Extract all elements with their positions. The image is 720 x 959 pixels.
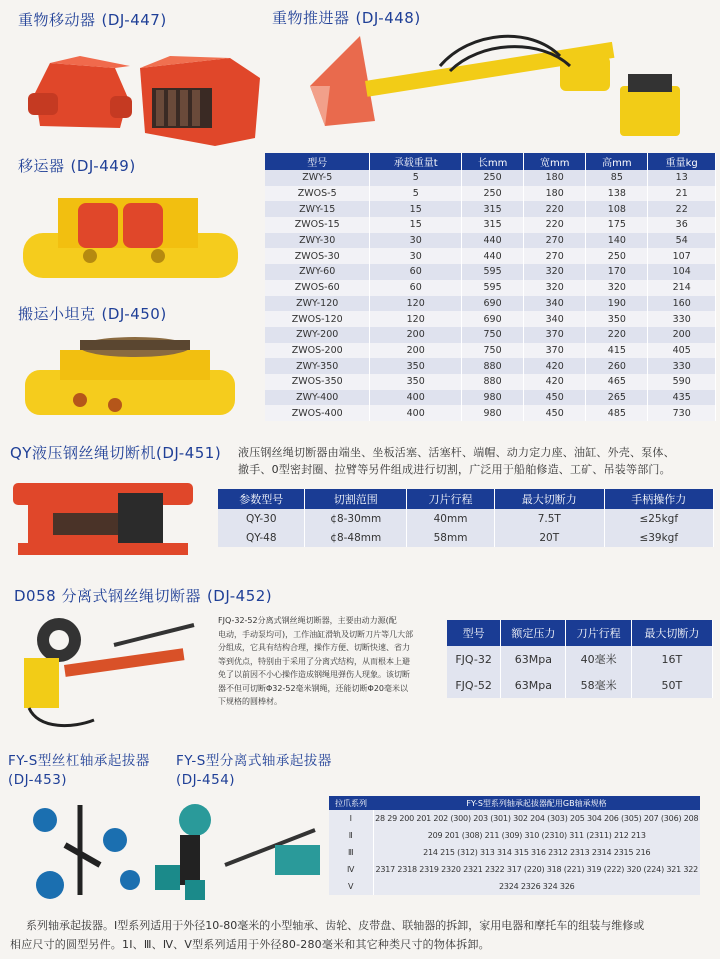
spec-table-row xyxy=(265,405,716,421)
title-dj448-model: (DJ-448) xyxy=(355,9,421,27)
spec-table-cell: 214 xyxy=(648,280,716,296)
spec-col-height: 高mm xyxy=(586,153,648,170)
spec-table-cell: 54 xyxy=(648,233,716,249)
title-dj451-name: QY液压钢丝绳切断机 xyxy=(10,444,156,462)
spec-table-cell: ZWY-350 xyxy=(265,358,370,374)
cutter-table-cell: ≤39kgf xyxy=(604,528,714,547)
sep-col-stroke: 刀片行程 xyxy=(566,620,631,646)
cutter-table-cell: 7.5T xyxy=(495,509,604,528)
dj452-description xyxy=(218,614,444,709)
bearing-puller-table xyxy=(329,796,700,895)
spec-table-cell: ZWY-30 xyxy=(265,233,370,249)
spec-table-cell: 270 xyxy=(524,233,586,249)
title-dj447-name: 重物移动器 xyxy=(18,11,96,29)
dj452-desc-line: 电动，手动泵均可)，工作油缸滑轨及切断刀片等几大部 xyxy=(218,629,414,639)
spec-table-row xyxy=(265,186,716,202)
title-dj450-name: 搬运小坦克 xyxy=(18,305,96,323)
spec-table-cell: 420 xyxy=(524,358,586,374)
spec-table-cell: ZWOS-200 xyxy=(265,343,370,359)
puller-table-row xyxy=(329,878,700,895)
title-dj449-name: 移运器 xyxy=(18,157,65,175)
spec-table-cell: 440 xyxy=(462,248,524,264)
sep-table-cell: 40毫米 xyxy=(566,646,631,672)
spec-table-cell: 21 xyxy=(648,186,716,202)
spec-table-cell: 690 xyxy=(462,311,524,327)
title-dj448-name: 重物推进器 xyxy=(272,9,350,27)
spec-table-cell: ZWY-400 xyxy=(265,390,370,406)
title-dj449 xyxy=(18,155,136,176)
puller-codes-cell: 214 215 (312) 313 314 315 316 2312 2313 2314 2315 216 xyxy=(373,844,700,861)
spec-table-cell: ZWY-120 xyxy=(265,296,370,312)
spec-table-cell: 730 xyxy=(648,405,716,421)
cutter-table-cell: 40mm xyxy=(407,509,495,528)
title-dj447-model: (DJ-447) xyxy=(101,11,167,29)
spec-table-cell: 370 xyxy=(524,343,586,359)
puller-series-cell: Ⅴ xyxy=(329,878,373,895)
spec-table-cell: 13 xyxy=(648,170,716,186)
dj451-desc-line2: 撤手、0型密封圈、拉臂等另件组成进行切割，广泛用于船舶修造、工矿、吊装等部门。 xyxy=(238,463,671,476)
spec-table-cell: 200 xyxy=(648,327,716,343)
spec-table-cell: 60 xyxy=(370,280,462,296)
spec-table-cell: 440 xyxy=(462,233,524,249)
spec-table-cell: 60 xyxy=(370,264,462,280)
spec-table-cell: 85 xyxy=(586,170,648,186)
spec-table-cell: 405 xyxy=(648,343,716,359)
spec-table-cell: 690 xyxy=(462,296,524,312)
sep-table-cell: FJQ-52 xyxy=(447,672,501,698)
spec-table-cell: 400 xyxy=(370,390,462,406)
spec-table-cell: 315 xyxy=(462,201,524,217)
spec-table-cell: 750 xyxy=(462,327,524,343)
spec-table-cell: 370 xyxy=(524,327,586,343)
cutter-table-row xyxy=(218,528,714,547)
spec-table-cell: 200 xyxy=(370,327,462,343)
cutter-col-model: 参数型号 xyxy=(218,489,305,509)
title-dj452 xyxy=(14,585,272,606)
spec-table-cell: 265 xyxy=(586,390,648,406)
spec-table-cell: 170 xyxy=(586,264,648,280)
sep-table-cell: 50T xyxy=(631,672,712,698)
puller-table-row xyxy=(329,827,700,844)
spec-table-cell: 320 xyxy=(586,280,648,296)
spec-table-cell: 465 xyxy=(586,374,648,390)
spec-table-row xyxy=(265,311,716,327)
puller-col-codes: FY-S型系列轴承起拔器配用GB轴承规格 xyxy=(373,796,700,810)
title-dj453 xyxy=(8,752,150,790)
spec-table-cell: 30 xyxy=(370,248,462,264)
fjq-cutter-table xyxy=(447,620,713,698)
spec-table-cell: 5 xyxy=(370,186,462,202)
spec-table-row xyxy=(265,201,716,217)
spec-table-cell: 120 xyxy=(370,311,462,327)
spec-table-cell: 260 xyxy=(586,358,648,374)
spec-table-cell: 138 xyxy=(586,186,648,202)
spec-table-cell: 980 xyxy=(462,405,524,421)
spec-col-capacity: 承载重量t xyxy=(370,153,462,170)
spec-table-cell: 980 xyxy=(462,390,524,406)
tank-dj450-photo xyxy=(20,325,245,430)
spec-table-cell: 220 xyxy=(524,217,586,233)
spec-table-cell: 340 xyxy=(524,311,586,327)
dj451-desc-line1: 液压钢丝绳切断器由端坐、坐板活塞、活塞杆、端帽、动力定力座、油缸、外壳、泵体、 xyxy=(238,446,675,459)
spec-table-cell: 400 xyxy=(370,405,462,421)
qy-cutter-photo xyxy=(8,478,203,568)
spec-table-cell: ZWOS-30 xyxy=(265,248,370,264)
sep-table-header xyxy=(447,620,713,646)
spec-col-model: 型号 xyxy=(265,153,370,170)
spec-table-cell: 5 xyxy=(370,170,462,186)
mover-large xyxy=(140,56,260,146)
spec-table-cell: 450 xyxy=(524,405,586,421)
spec-table-cell: 175 xyxy=(586,217,648,233)
dj452-desc-line: 器不但可切断Φ32-52毫米钢绳，还能切断Φ20毫米以 xyxy=(218,683,409,693)
spec-table-cell: 485 xyxy=(586,405,648,421)
sep-table-cell: 58毫米 xyxy=(566,672,631,698)
spec-table-cell: 340 xyxy=(524,296,586,312)
spec-table-row xyxy=(265,280,716,296)
spec-table-cell: 315 xyxy=(462,217,524,233)
spec-table-cell: 320 xyxy=(524,264,586,280)
heavy-pusher-photo xyxy=(300,26,710,151)
spec-table-cell: 595 xyxy=(462,280,524,296)
spec-table-cell: 120 xyxy=(370,296,462,312)
puller-series-cell: Ⅳ xyxy=(329,861,373,878)
spec-table-cell: ZWY-15 xyxy=(265,201,370,217)
separate-puller-photo xyxy=(155,795,325,905)
spec-table-cell: 250 xyxy=(586,248,648,264)
spec-table-cell: 330 xyxy=(648,311,716,327)
puller-table-row xyxy=(329,844,700,861)
puller-table-row xyxy=(329,810,700,827)
dj452-desc-line: 分组成，它具有结构合理，操作方便、切断快速、省力 xyxy=(218,643,410,652)
title-dj453-name: FY-S型丝杠轴承起拔器 xyxy=(8,753,150,769)
spec-table-cell: 22 xyxy=(648,201,716,217)
puller-series-cell: Ⅰ xyxy=(329,810,373,827)
spec-table-cell: 750 xyxy=(462,343,524,359)
sep-table-cell: 63Mpa xyxy=(501,646,566,672)
cutter-table-cell: 20T xyxy=(495,528,604,547)
spec-table-cell: 415 xyxy=(586,343,648,359)
footer-description xyxy=(10,916,715,954)
puller-series-cell: Ⅱ xyxy=(329,827,373,844)
dj451-description xyxy=(238,444,675,478)
title-dj449-model: (DJ-449) xyxy=(70,157,136,175)
spec-table-cell: 180 xyxy=(524,170,586,186)
dj452-desc-line: 免了以前因不小心操作造成钢绳甩弹伤人现象。该切断 xyxy=(218,670,410,679)
footer-desc-line1: 系列轴承起拔器。Ⅰ型系列适用于外径10-80毫米的小型轴承、齿轮、皮带盘、联轴器的拆卸，家用电器和摩托车的组装与维修或 xyxy=(26,919,645,932)
spec-table-cell: ZWOS-400 xyxy=(265,405,370,421)
mover-small xyxy=(28,56,132,128)
spec-table-row xyxy=(265,327,716,343)
sep-table-body xyxy=(447,646,713,698)
spec-table-cell: 108 xyxy=(586,201,648,217)
mover-dj449-photo xyxy=(18,178,243,293)
spec-table-cell: 36 xyxy=(648,217,716,233)
footer-desc-line2: 相应尺寸的圆型另件。1Ⅰ、Ⅲ、Ⅳ、Ⅴ型系列适用于外径80-280毫米和其它种类尺寸的物体拆卸。 xyxy=(10,938,490,951)
spec-table-cell: 30 xyxy=(370,233,462,249)
spec-table-cell: 880 xyxy=(462,358,524,374)
spec-col-length: 长mm xyxy=(462,153,524,170)
screw-puller-photo xyxy=(10,795,150,905)
puller-col-series: 拉爪系列 xyxy=(329,796,373,810)
title-dj454-model: (DJ-454) xyxy=(176,772,236,788)
heavy-mover-photo xyxy=(20,38,265,148)
spec-table-cell: 880 xyxy=(462,374,524,390)
title-dj454 xyxy=(176,752,332,790)
sep-table-row xyxy=(447,672,713,698)
cutter-table-header xyxy=(218,489,714,509)
spec-table-row xyxy=(265,217,716,233)
spec-table-header xyxy=(265,153,716,170)
spec-table-cell: 15 xyxy=(370,217,462,233)
spec-table-row xyxy=(265,233,716,249)
puller-codes-cell: 28 29 200 201 202 (300) 203 (301) 302 204 (303) 205 304 206 (305) 207 (306) 208 xyxy=(373,810,700,827)
spec-table-cell: 350 xyxy=(370,358,462,374)
title-dj451 xyxy=(10,442,221,463)
spec-table-row xyxy=(265,390,716,406)
spec-table-cell: 350 xyxy=(370,374,462,390)
cutter-col-stroke: 刀片行程 xyxy=(407,489,495,509)
title-dj448 xyxy=(272,7,421,28)
spec-table-cell: 190 xyxy=(586,296,648,312)
spec-table-cell: ZWY-60 xyxy=(265,264,370,280)
sep-col-max-force: 最大切断力 xyxy=(631,620,712,646)
title-dj451-model: (DJ-451) xyxy=(155,444,222,462)
spec-table-cell: 435 xyxy=(648,390,716,406)
sep-col-model: 型号 xyxy=(447,620,501,646)
cutter-table-cell: QY-48 xyxy=(218,528,305,547)
title-dj453-model: (DJ-453) xyxy=(8,772,68,788)
spec-table-cell: ZWOS-120 xyxy=(265,311,370,327)
spec-table-row xyxy=(265,343,716,359)
qy-cutter-table xyxy=(218,489,714,547)
cutter-table-cell: ¢8-48mm xyxy=(305,528,407,547)
cutter-table-body xyxy=(218,509,714,547)
spec-table-cell: 160 xyxy=(648,296,716,312)
title-dj447 xyxy=(18,9,167,30)
title-dj454-name: FY-S型分离式轴承起拔器 xyxy=(176,753,332,769)
cutter-table-row xyxy=(218,509,714,528)
cutter-table-cell: 58mm xyxy=(407,528,495,547)
spec-table-cell: 107 xyxy=(648,248,716,264)
puller-series-cell: Ⅲ xyxy=(329,844,373,861)
sep-table-cell: 63Mpa xyxy=(501,672,566,698)
sep-table-row xyxy=(447,646,713,672)
spec-table-cell: 200 xyxy=(370,343,462,359)
spec-table-cell: ZWOS-15 xyxy=(265,217,370,233)
spec-table-cell: 250 xyxy=(462,186,524,202)
spec-table-cell: 220 xyxy=(586,327,648,343)
spec-table-cell: ZWY-5 xyxy=(265,170,370,186)
title-dj452-model: (DJ-452) xyxy=(206,587,273,605)
puller-table-body xyxy=(329,810,700,895)
dj452-desc-line: FJQ-32-52分离式钢丝绳切断器，主要由动力源(配 xyxy=(218,616,397,625)
spec-table-row xyxy=(265,358,716,374)
load-spec-table xyxy=(265,153,716,421)
spec-table-row xyxy=(265,264,716,280)
spec-table-cell: ZWOS-350 xyxy=(265,374,370,390)
spec-table-cell: 270 xyxy=(524,248,586,264)
sep-table-cell: FJQ-32 xyxy=(447,646,501,672)
spec-table-cell: 590 xyxy=(648,374,716,390)
spec-table-cell: 320 xyxy=(524,280,586,296)
sep-col-pressure: 额定压力 xyxy=(501,620,566,646)
cutter-table-cell: ¢8-30mm xyxy=(305,509,407,528)
spec-table-cell: 450 xyxy=(524,390,586,406)
puller-table-header xyxy=(329,796,700,810)
spec-table-cell: 140 xyxy=(586,233,648,249)
spec-table-cell: 350 xyxy=(586,311,648,327)
spec-table-cell: ZWOS-60 xyxy=(265,280,370,296)
spec-table-cell: 104 xyxy=(648,264,716,280)
cutter-col-handle-force: 手柄操作力 xyxy=(604,489,714,509)
spec-table-cell: ZWY-200 xyxy=(265,327,370,343)
spec-table-cell: 15 xyxy=(370,201,462,217)
dj452-desc-line: 等到优点，特别由于采用了分离式结构，从而根本上避 xyxy=(218,656,410,666)
title-dj450 xyxy=(18,303,167,324)
title-dj452-name: D058 分离式钢丝绳切断器 xyxy=(14,587,201,605)
spec-table-body xyxy=(265,170,716,421)
puller-codes-cell: 2324 2326 324 326 xyxy=(373,878,700,895)
separate-cutter-photo xyxy=(14,610,204,735)
puller-table-row xyxy=(329,861,700,878)
spec-table-cell: 420 xyxy=(524,374,586,390)
spec-table-cell: 220 xyxy=(524,201,586,217)
cutter-col-max-force: 最大切断力 xyxy=(495,489,604,509)
dj452-desc-line: 下规格的圆棒材。 xyxy=(218,697,282,706)
title-dj450-model: (DJ-450) xyxy=(101,305,167,323)
sep-table-cell: 16T xyxy=(631,646,712,672)
spec-table-cell: 595 xyxy=(462,264,524,280)
spec-table-row xyxy=(265,170,716,186)
cutter-table-cell: QY-30 xyxy=(218,509,305,528)
spec-table-cell: 250 xyxy=(462,170,524,186)
spec-col-width: 宽mm xyxy=(524,153,586,170)
spec-table-cell: ZWOS-5 xyxy=(265,186,370,202)
cutter-col-range: 切割范围 xyxy=(305,489,407,509)
spec-table-cell: 330 xyxy=(648,358,716,374)
spec-col-weight: 重量kg xyxy=(648,153,716,170)
spec-table-row xyxy=(265,374,716,390)
puller-codes-cell: 2317 2318 2319 2320 2321 2322 317 (220) 318 (221) 319 (222) 320 (224) 321 322 xyxy=(373,861,700,878)
cutter-table-cell: ≤25kgf xyxy=(604,509,714,528)
puller-codes-cell: 209 201 (308) 211 (309) 310 (2310) 311 (2311) 212 213 xyxy=(373,827,700,844)
spec-table-cell: 180 xyxy=(524,186,586,202)
spec-table-row xyxy=(265,296,716,312)
spec-table-row xyxy=(265,248,716,264)
